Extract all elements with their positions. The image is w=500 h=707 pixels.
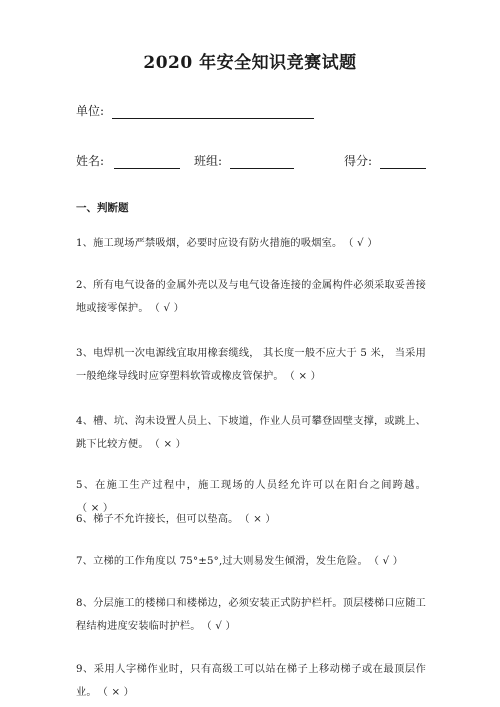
question-8 — [76, 592, 426, 638]
question-answer: （ √ ） — [373, 556, 404, 567]
question-3 — [76, 342, 426, 388]
question-answer: （ × ） — [102, 687, 135, 698]
unit-row — [76, 102, 314, 119]
question-text: 3、电焊机一次电源线宜取用橡套缆线， 其长度一般不应大于 5 米， 当采用一般绝缘导线时应穿塑料软管或橡皮管保护。 — [76, 348, 426, 382]
unit-label: 单位: — [76, 104, 105, 118]
question-answer: （ × ） — [244, 514, 276, 525]
class-label: 班组: — [194, 154, 223, 168]
question-answer: （ √ ） — [154, 303, 184, 314]
question-text: 6、梯子不允许接长，但可以垫高。 — [76, 514, 239, 525]
question-9 — [76, 658, 426, 704]
name-blank-line[interactable] — [114, 156, 180, 169]
question-text: 5、在施工生产过程中，施工现场的人员经允许可以在阳台之间跨越。 — [76, 480, 426, 491]
question-4 — [76, 410, 426, 456]
name-row — [76, 152, 180, 169]
page-title: 2020 年安全知识竞赛试题 — [143, 53, 357, 73]
score-blank-line[interactable] — [380, 156, 426, 169]
class-blank-line[interactable] — [230, 156, 294, 169]
question-answer: （ × ） — [82, 503, 114, 514]
question-1 — [76, 232, 426, 255]
question-text: 2、所有电气设备的金属外壳以及与电气设备连接的金属构件必须采取妥善接地或接零保护。 — [76, 280, 426, 314]
score-row — [344, 152, 426, 169]
question-text: 9、采用人字梯作业时，只有高级工可以站在梯子上移动梯子或在最顶层作业。 — [76, 664, 426, 698]
question-answer: （ √ ） — [206, 621, 236, 632]
question-text: 4、槽、坑、沟未设置人员上、下坡道，作业人员可攀登固壁支撑，或跳上、跳下比较方便。 — [76, 416, 426, 450]
question-7 — [76, 550, 426, 573]
question-answer: （ √ ） — [348, 238, 378, 249]
class-row — [194, 152, 294, 169]
question-2 — [76, 274, 426, 320]
section-title: 一、判断题 — [76, 202, 129, 214]
question-text: 8、分层施工的楼梯口和楼梯边，必须安装正式防护栏杆。顶层楼梯口应随工程结构进度安装临时护栏。 — [76, 598, 426, 632]
question-answer: （ × ） — [154, 439, 187, 450]
question-text: 1、施工现场严禁吸烟，必要时应设有防火措施的吸烟室。 — [76, 238, 343, 249]
unit-blank-line[interactable] — [112, 106, 314, 119]
score-label: 得分: — [344, 154, 373, 168]
name-label: 姓名: — [76, 154, 105, 168]
question-answer: （ × ） — [289, 371, 322, 382]
question-6 — [76, 508, 426, 531]
question-text: 7、立梯的工作角度以 75°±5°,过大则易发生倾滑，发生危险。 — [76, 556, 368, 567]
